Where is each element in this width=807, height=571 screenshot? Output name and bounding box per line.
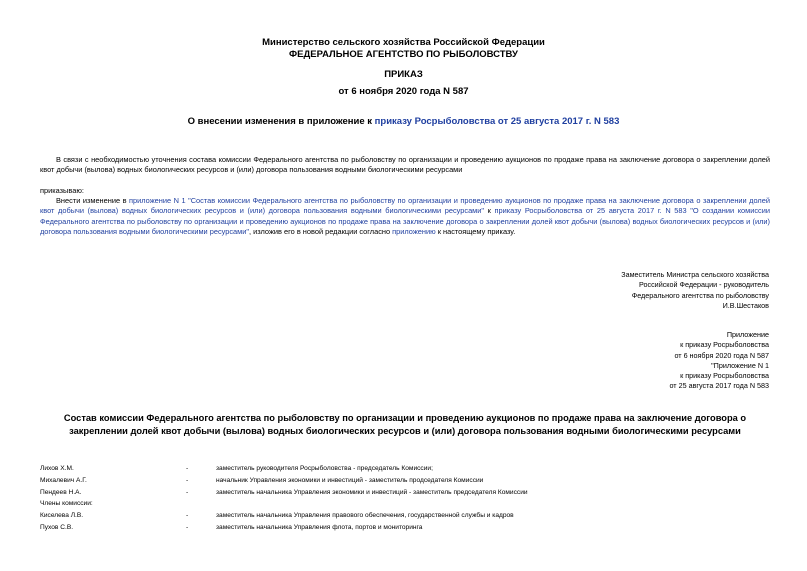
document-date-number: от 6 ноября 2020 года N 587 [338,86,469,97]
member-name: Михалевич А.Г. [40,477,87,484]
member-role: заместитель начальника Управления экономики и инвестиций - заместитель председателя Комиссии [216,489,528,496]
member-name: Киселева Л.В. [40,512,84,519]
agency-title: ФЕДЕРАЛЬНОЕ АГЕНТСТВО ПО РЫБОЛОВСТВУ [289,49,518,60]
signatory-name: И.В.Шестаков [722,300,769,310]
signature-line: Российской Федерации - руководитель [639,280,769,290]
members-subheading: Члены комиссии: [40,500,93,507]
signature-block [621,270,769,311]
order-word: приказываю: [40,186,84,195]
member-dash: - [186,489,189,496]
appendix-header [669,330,769,392]
subject-text: О внесении изменения в приложение к [187,116,375,127]
member-name: Пендеев Н.А. [40,489,82,496]
member-dash: - [186,512,189,519]
appendix-line: к приказу Росрыболовства [680,340,769,350]
appendix-link[interactable]: приложению [392,227,436,237]
document-subject [0,116,807,128]
member-name: Лихов Х.М. [40,465,74,472]
appendix-line: "Приложение N 1 [711,360,769,370]
member-row [40,523,780,533]
composition-title: Состав комиссии Федерального агентства по рыболовству по организации и проведению аукционов по продаже права на заключение договора о закреплении долей квот добычи (вылова) водных биологических ресурсов и (или) договора пользования водными биологическими ресурсами [63,413,747,436]
member-row [40,464,780,474]
member-dash: - [186,477,189,484]
document-type: ПРИКАЗ [384,69,423,80]
order-text-1: Внести изменение в [56,196,130,205]
ministry-title: Министерство сельского хозяйства Российской Федерации [262,37,545,48]
member-dash: - [186,524,189,531]
signature-line: Федерального агентства по рыболовству [631,290,769,300]
appendix-line: Приложение [726,330,769,339]
order-text-2: к [484,206,495,216]
member-row [40,476,780,486]
appendix-line: к приказу Росрыболовства [680,371,769,381]
member-row [40,488,780,498]
preamble-paragraph: В связи с необходимостью уточнения состава комиссии Федерального агентства по рыболовству по организации и проведению аукционов по продаже права на заключение договора о закреплении долей квот добычи (вылова) водных биологических ресурсов и (или) договора пользования водными биологическими ресурсами [40,155,770,175]
member-role: заместитель начальника Управления правового обеспечения, государственной службы и кадров [216,512,514,519]
subject-link[interactable]: приказу Росрыболовства от 25 августа 2017 г. N 583 [374,116,620,127]
signature-line: Заместитель Министра сельского хозяйства [621,270,769,279]
order-text-4: к настоящему приказу. [435,227,516,237]
order-paragraph [40,196,770,238]
appendix-line: от 6 ноября 2020 года N 587 [674,350,769,360]
members-subheading-row [40,499,780,509]
order-text-3: , изложив его в новой редакции согласно [249,227,393,237]
appendix-1-link[interactable]: приложение N 1 "Состав комиссии Федерального агентства по рыболовству по организации и проведению аукционов по продаже права на заключение договора о закреплении долей квот добычи (вылова) водных биологических ресурсов и (или) договора пользования водными биологическими ресурсами" [40,196,770,216]
member-role: заместитель руководителя Росрыболовства - председатель Комиссии; [216,465,433,472]
appendix-line: от 25 августа 2017 года N 583 [669,381,769,391]
member-row [40,511,780,521]
order-583-link[interactable]: приказу Росрыболовства от 25 августа 2017 г. N 583 "О создании комиссии Федерального агентства по рыболовству по организации и проведению аукционов по продаже права на заключение договора о закреплении долей квот добычи (вылова) водных биологических ресурсов и (или) договора пользования водными биологическими ресурсами" [40,206,770,237]
member-dash: - [186,465,189,472]
member-role: начальник Управления экономики и инвестиций - заместитель продседателя Комиссии [216,477,484,484]
member-role: заместитель начальника Управления флота, портов и мониторинга [216,524,423,531]
member-name: Пухов С.В. [40,524,74,531]
